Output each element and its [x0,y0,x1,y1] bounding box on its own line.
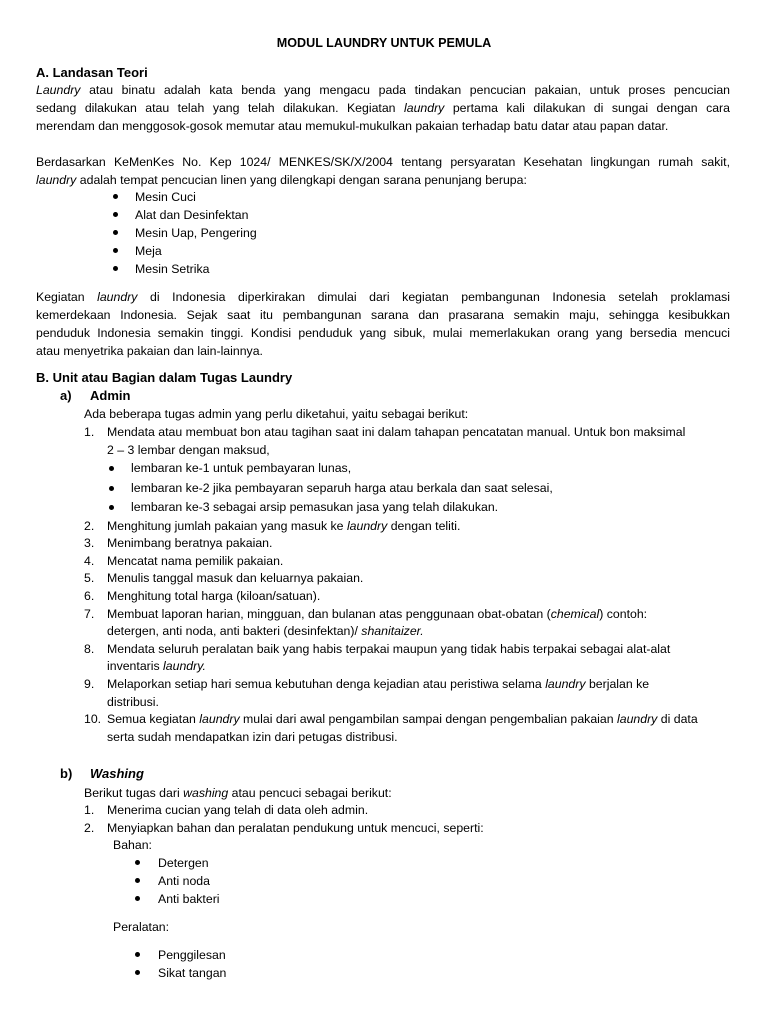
section-a-paragraph-2 [36,153,730,189]
list-item: lembaran ke-2 jika pembayaran separuh harga atau berkala dan saat selesai, [107,479,734,499]
bullet-icon [113,248,118,253]
list-item: lembaran ke-3 sebagai arsip pemasukan jasa yang telah dilakukan. [107,498,734,518]
bullet-icon [109,466,114,471]
list-item: 2. Menghitung jumlah pakaian yang masuk ke laundry dengan teliti. [84,518,461,533]
bullet-icon [135,952,140,957]
bullet-icon [113,266,118,271]
section-a-heading: A. Landasan Teori [36,65,148,80]
para3-line-3: penduduk Indonesia semakin tinggi. Kondisi penduduk yang sibuk, mulai memerlakukan orang yang bersedia mencuci [36,326,730,340]
bullet-icon [113,212,118,217]
bullet-icon [135,860,140,865]
bullet-icon [135,970,140,975]
bullet-icon [135,896,140,901]
document-page: MODUL LAUNDRY UNTUK PEMULA A. Landasan Teori Laundry atau binatu adalah kata benda yang mengacu pada tindakan pencucian pakaian, untuk proses pencucian sedang dilakukan atau telah yang telah dilakukan. Kegiatan laundry pertama kali dilakukan di sungai dengan cara merendam dan menggosok-gosok memutar atau memukul-mukulkan pakaian terhadap batu datar atau papan datar. Berdasarkan KeMenKes No. Kep 1024/ MENKES/SK/X/2004 tentang persyaratan Kesehatan lingkungan rumah sakit, laundry adalah tempat pencucian linen yang dilengkapi dengan sarana penunjang berupa: Mesin Cuci Alat dan Desinfektan Mesin Uap, Pengering Meja Mesin Setrika Kegiatan laundry di Indonesia diperkirakan dimulai dari kegiatan pembangunan Indonesia setelah proklamasi kemerdekaan Indonesia. Sejak saat itu pembangunan sarana dan prasarana semakin maju, sehingga kesibukkan penduduk Indonesia semakin tinggi. Kondisi penduduk yang sibuk, mulai memerlakukan orang yang bersedia mencuci atau menyetrika pakaian dan lain-lainnya. B. Unit atau Bagian dalam Tugas Laundry a) Admin Ada beberapa tugas admin yang perlu diketahui, yaitu sebagai berikut: 1. Mendata atau membuat bon atau tagihan saat ini dalam tahapan pencatatan manual. Untuk bon maksimal 2 – 3 lembar dengan maksud, lembaran ke-1 untuk pembayaran lunas, lembaran ke-2 jika pembayaran separuh harga atau berkala dan saat selesai, lembaran ke-3 sebagai arsip pemasukan jasa yang telah dilakukan. 2. Menghitung jumlah pakaian yang masuk ke laundry dengan teliti. 3. Menimbang beratnya pakaian. 4. Mencatat nama pemilik pakaian. 5. Menulis tanggal masuk dan keluarnya pakaian. 6. Menghitung total harga (kiloan/satuan). 7. Membuat laporan harian, mingguan, dan bulanan atas penggunaan obat-obatan (chemical) contoh: detergen, anti noda, anti bakteri (desinfektan)/ shanitaizer. 8. Mendata seluruh peralatan baik yang habis terpakai maupun yang tidak habis terpakai sebagai alat-alat inventaris laundry. 9. Melaporkan setiap hari semua kebutuhan denga kejadian atau peristiwa selama laundry berjalan ke distribusi. 10. Semua kegiatan laundry mulai dari awal pengambilan sampai dengan pengembalian pakaian laundry di data serta sudah mendapatkan izin dari petugas distribusi. b) Washing Berikut tugas dari washing atau pencuci sebagai berikut: 1. Menerima cucian yang telah di data oleh admin. 2. Menyiapkan bahan dan peralatan pendukung untuk mencuci, seperti: Bahan: Detergen Anti noda Anti bakteri Peralatan: Penggilesan Sikat tangan [0,0,768,1024]
subsection-washing-heading: b) Washing [60,766,144,781]
bullet-icon [135,878,140,883]
list-item: 8. Mendata seluruh peralatan baik yang habis terpakai maupun yang tidak habis terpakai sebagai alat-alat inventaris laundry. [84,641,671,674]
document-title: MODUL LAUNDRY UNTUK PEMULA [276,36,492,50]
list-item: 5. Menulis tanggal masuk dan keluarnya pakaian. [84,571,364,586]
peralatan-label: Peralatan: [113,920,170,934]
list-item: 10. Semua kegiatan laundry mulai dari awal pengambilan sampai dengan pengembalian pakaian laundry di data serta sudah mendapatkan izin dari petugas distribusi. [84,712,698,744]
admin-intro: Ada beberapa tugas admin yang perlu diketahui, yaitu sebagai berikut: [84,407,469,421]
list-item: 1. Menerima cucian yang telah di data oleh admin. [84,803,369,817]
para1-line-2: sedang dilakukan atau telah yang telah dilakukan. Kegiatan laundry pertama kali dilakukan di sungai dengan cara [36,101,730,115]
list-item: 4. Mencatat nama pemilik pakaian. [84,553,284,568]
para3-line-2: kemerdekaan Indonesia. Sejak saat itu pembangunan sarana dan prasarana semakin maju, sehingga kesibukkan [36,308,730,322]
bon-sheet-list [107,459,734,518]
list-item: 6. Menghitung total harga (kiloan/satuan). [84,589,321,604]
list-item: 3. Menimbang beratnya pakaian. [84,536,273,551]
para2-line-2: laundry adalah tempat pencucian linen yang dilengkapi dengan sarana penunjang berupa: [36,173,527,187]
section-a-paragraph-1 [36,81,730,135]
washing-intro: Berikut tugas dari washing atau pencuci sebagai berikut: [84,786,392,800]
washing-task-list [84,802,734,837]
list-item: 2. Menyiapkan bahan dan peralatan pendukung untuk mencuci, seperti: [84,820,484,835]
bullet-icon [113,230,118,235]
list-item: 9. Melaporkan setiap hari semua kebutuhan denga kejadian atau peristiwa selama laundry berjalan ke distribusi. [84,677,650,709]
para2-line-1: Berdasarkan KeMenKes No. Kep 1024/ MENKES/SK/X/2004 tentang persyaratan Kesehatan lingkungan rumah sakit, [36,155,730,169]
para3-line-1: Kegiatan laundry di Indonesia diperkirakan dimulai dari kegiatan pembangunan Indonesia setelah proklamasi [36,290,730,304]
list-item: 1. Mendata atau membuat bon atau tagihan saat ini dalam tahapan pencatatan manual. Untuk bon maksimal 2 – 3 lembar dengan maksud, lembaran ke-1 untuk pembayaran lunas, lembaran ke-2 jika pembayaran separuh harga atau berkala dan saat selesai, lembaran ke-3 sebagai arsip pemasukan jasa yang telah dilakukan. [84,424,734,518]
subsection-admin-heading: a) Admin [60,388,131,403]
bahan-label: Bahan: [113,838,152,852]
para1-line-1: Laundry atau binatu adalah kata benda yang mengacu pada tindakan pencucian pakaian, untuk proses pencucian [36,83,730,97]
list-item: 7. Membuat laporan harian, mingguan, dan bulanan atas penggunaan obat-obatan (chemical) contoh: detergen, anti noda, anti bakteri (desinfektan)/ shanitaizer. [84,606,648,639]
para1-line-3: merendam dan menggosok-gosok memutar atau memukul-mukulkan pakaian terhadap batu datar atau papan datar. [36,119,669,133]
section-a-paragraph-3 [36,288,730,360]
bullet-icon [113,194,118,199]
bullet-icon [109,486,114,491]
para3-line-4: atau menyetrika pakaian dan lain-lainnya. [36,344,263,358]
section-b-heading: B. Unit atau Bagian dalam Tugas Laundry [36,370,293,385]
bullet-icon [109,505,114,510]
admin-task-list [84,424,734,746]
list-item: lembaran ke-1 untuk pembayaran lunas, [107,459,734,479]
